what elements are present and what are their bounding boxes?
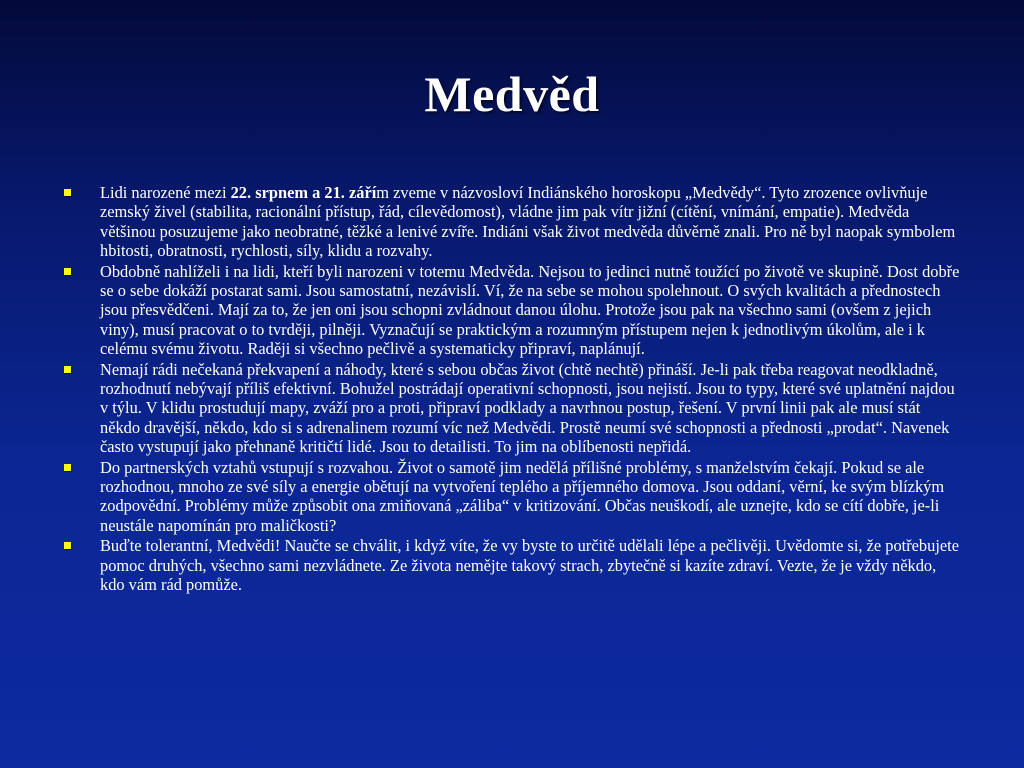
bullet-item [64,536,964,594]
bullet-text-rest: m zveme v názvosloví Indiánského horoskopu „Medvědy“. Tyto zrozence ovlivňuje zemský živel (stabilita, racionální přístup, řád, cílevědomost), vládne jim pak vítr jižní (cítění, vnímání, empatie). Medvěda většinou posuzujeme jako neobratné, těžké a lenivé zvíře. Indiáni však život medvěda důvěrně znali. Pro ně byl naopak symbolem hbitosti, obratnosti, rychlosti, síly, klidu a rozvahy. [100,183,956,260]
bullet-text: Do partnerských vztahů vstupují s rozvahou. Život o samotě jim nedělá přílišné problémy, s manželstvím čekají. Pokud se ale rozhodnou, mnoho ze své síly a energie obětují na vytvoření teplého a příjemného domova. Jsou oddaní, věrní, ke svým blízkým zodpovědní. Problémy může způsobit ona zmiňovaná „záliba“ v kritizování. Občas neuškodí, ale uznejte, kdo se cítí dobře, je-li neustále napomínán pro maličkosti? [100,457,945,535]
square-bullet-icon [64,366,71,373]
bullet-text: Obdobně nahlíželi i na lidi, kteří byli narozeni v totemu Medvěda. Nejsou to jedinci nutně toužící po životě ve skupině. Dost dobře se o sebe dokáží postarat sami. Jsou samostatní, nezávislí. Ví, že na sebe se mohou spolehnout. O svých kvalitách a přednostech jsou přesvědčeni. Mají za to, že jen oni jsou schopni zvládnout danou úlohu. Protože jsou pak na všechno sami (ovšem z jejich viny), musí pracovat o to tvrději, pilněji. Vyznačují se praktickým a rozumným přístupem nejen k jednotlivým úkolům, ale i k celému svému životu. Raději si všechno pečlivě a systematicky připraví, naplánují. [100,261,960,358]
bullet-item [64,183,964,260]
square-bullet-icon [64,542,71,549]
bullet-text: Buďte tolerantní, Medvědi! Naučte se chválit, i když víte, že vy byste to určitě udělali lépe a pečlivěji. Uvědomte si, že potřebujete pomoc druhých, všechno sami nezvládnete. Ze života nemějte takový strach, zbytečně si kazíte zdraví. Vezte, že je vždy někdo, kdo vám rád pomůže. [100,536,959,594]
bullet-text-date-range: 22. srpnem a 21. září [230,183,377,202]
bullet-text: Nemají rádi nečekaná překvapení a náhody, které s sebou občas život (chtě nechtě) přináší. Je-li pak třeba reagovat neodkladně, rozhodnutí nebývají příliš efektivní. Bohužel postrádají operativní schopnosti, jsou nejistí. Jsou to typy, které své uplatnění najdou v týlu. V klidu prostudují mapy, zváží pro a proti, připraví podklady a navrhnou postup, řešení. V první linii pak ale musí stát někdo dravější, někdo, kdo si s adrenalinem rozumí víc než Medvědi. Prostě neumí své schopnosti a přednosti „prodat“. Navenek často vystupují jako přehnaně kritičtí lidé. Jsou to detailisti. To jim na oblíbenosti nepřidá. [100,359,955,456]
bullet-item [64,360,964,456]
square-bullet-icon [64,268,71,275]
bullet-item [64,262,964,358]
bullet-item [64,458,964,535]
bullet-text-intro: Lidi narozené mezi [100,183,231,202]
square-bullet-icon [64,189,71,196]
slide-title: Medvěd [424,66,600,122]
bullet-list [64,183,964,596]
square-bullet-icon [64,464,71,471]
